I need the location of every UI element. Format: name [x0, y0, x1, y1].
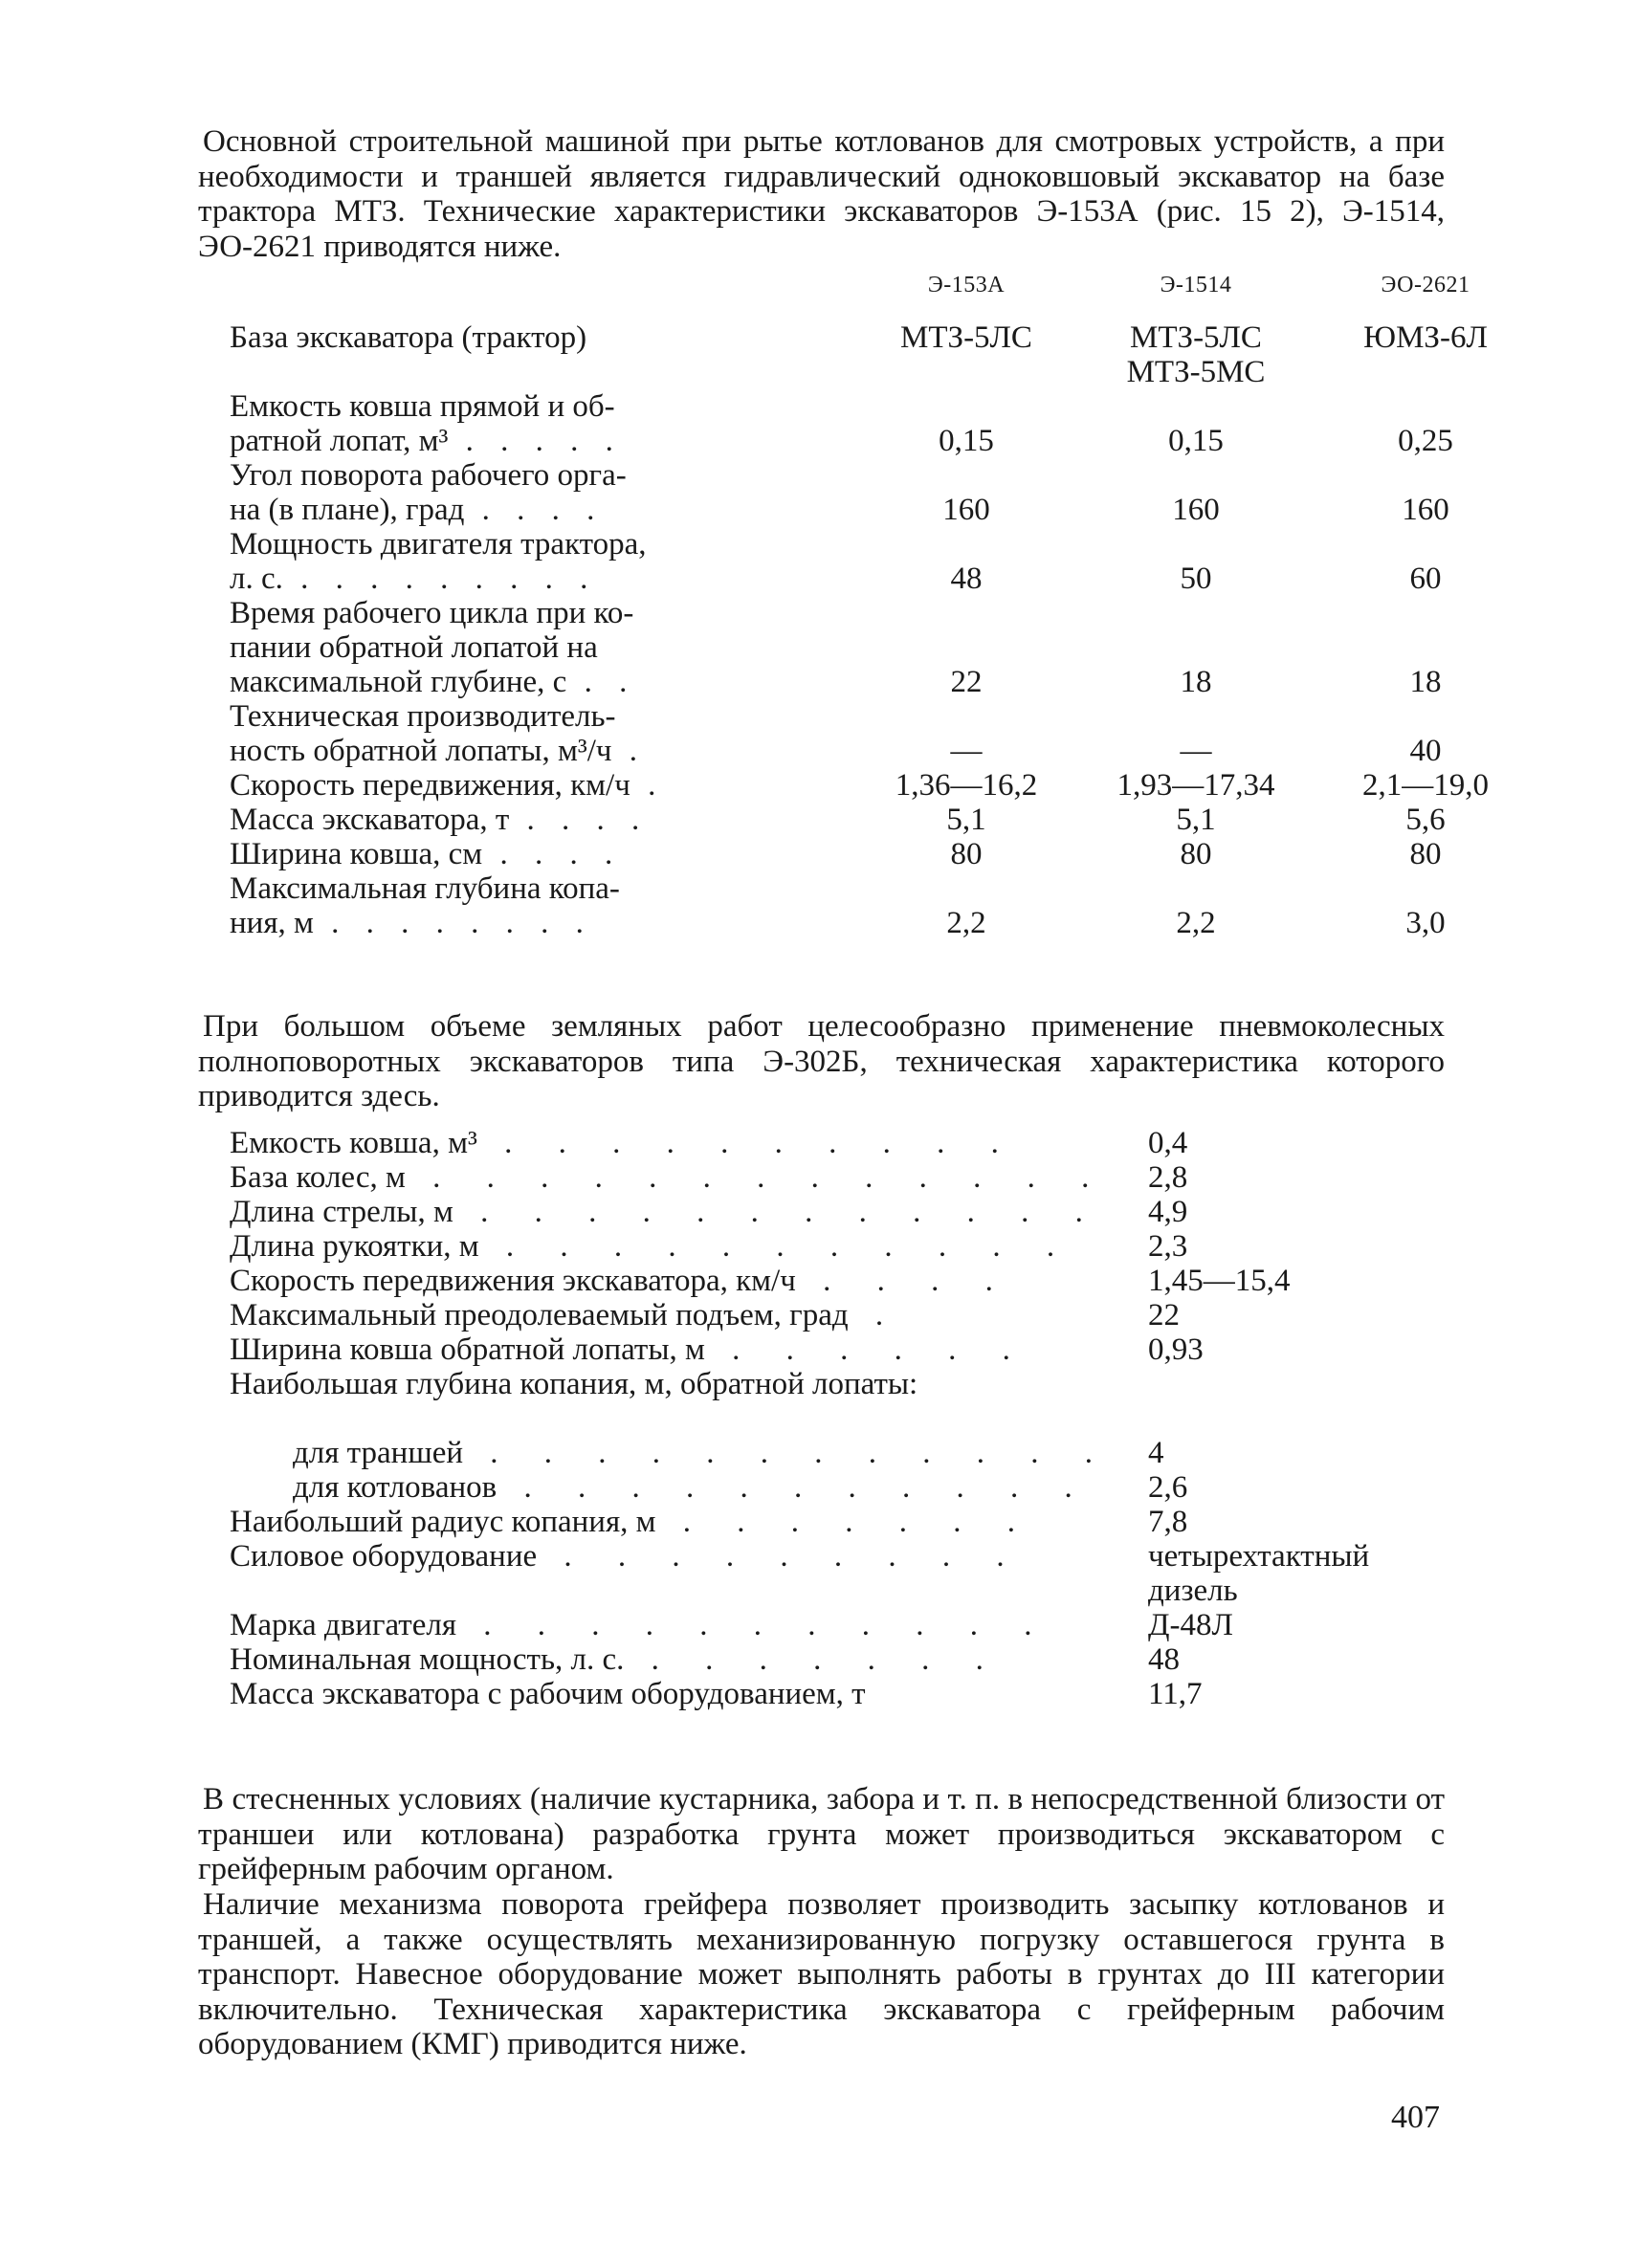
row-label: Длина рукоятки, м . . . . . . . . . . .: [230, 1229, 1074, 1264]
row-value: четырехтактный дизель: [1148, 1539, 1370, 1608]
row-label: Номинальная мощность, л. с. . . . . . . .: [230, 1642, 1003, 1677]
cell-value: —: [950, 734, 983, 768]
row-value: 2,8: [1148, 1160, 1188, 1195]
row-value: 48: [1148, 1642, 1180, 1677]
row-label: Наибольший радиус копания, м . . . . . . .: [230, 1505, 1035, 1539]
row-value: 0,4: [1148, 1126, 1188, 1160]
cell-value: 0,15: [939, 424, 994, 458]
cell-value: 5,1: [946, 803, 986, 837]
cell-value: 80: [1180, 837, 1212, 871]
cell-value: 3,0: [1405, 906, 1446, 940]
cell-value: 60: [1409, 561, 1442, 596]
cell-value: 160: [1402, 493, 1449, 527]
row-label: Угол поворота рабочего орга- на (в плане), град . . . .: [230, 458, 627, 527]
cell-value: 40: [1409, 734, 1442, 768]
row-label: База колес, м . . . . . . . . . . . . .: [230, 1160, 1109, 1195]
cell-value: 18: [1409, 665, 1442, 699]
cell-value: ЮМЗ-6Л: [1363, 320, 1488, 355]
cell-value: МТЗ-5ЛС: [900, 320, 1032, 355]
row-label: Техническая производитель- ность обратной лопаты, м³/ч .: [230, 699, 647, 768]
row-label: Ширина ковша, см . . . .: [230, 837, 623, 871]
cell-value: 18: [1180, 665, 1212, 699]
row-value: Д-48Л: [1148, 1608, 1233, 1642]
page-number: 407: [1391, 2100, 1440, 2135]
cell-value: 50: [1180, 561, 1212, 596]
cell-value: 80: [1409, 837, 1442, 871]
row-value: 1,45—15,4: [1148, 1264, 1291, 1298]
third-paragraph: [198, 1782, 1445, 1887]
row-value: 4: [1148, 1436, 1164, 1470]
cell-value: 2,2: [1176, 906, 1216, 940]
cell-value: МТЗ-5ЛС МТЗ-5МС: [1126, 320, 1266, 389]
paragraph-text: При большом объеме земляных работ целесообразно применение пневмоколесных полноповоротных экскаваторов типа Э-302Б, техническая характеристика которого приводится здесь.: [198, 1009, 1445, 1113]
cell-value: 160: [1172, 493, 1220, 527]
cell-value: 2,2: [946, 906, 986, 940]
row-value: 2,6: [1148, 1470, 1188, 1505]
cell-value: 1,36—16,2: [895, 768, 1038, 803]
row-label: для траншей . . . . . . . . . . . .: [293, 1436, 1113, 1470]
row-label: для котлованов . . . . . . . . . . .: [293, 1470, 1092, 1505]
row-value: 4,9: [1148, 1195, 1188, 1229]
row-label: Масса экскаватора, т . . . .: [230, 803, 650, 837]
column-header: Э-1514: [1160, 273, 1232, 297]
paragraph-text: В стесненных условиях (наличие кустарника, забора и т. п. в непосредственной близости от траншеи или котлована) разработка грунта может производиться экскаватором с грейферным рабочим органом.: [198, 1782, 1445, 1886]
cell-value: 80: [950, 837, 983, 871]
row-label: Силовое оборудование . . . . . . . . .: [230, 1539, 1024, 1574]
row-label: Ширина ковша обратной лопаты, м . . . . . .: [230, 1332, 1029, 1367]
cell-value: 0,15: [1168, 424, 1224, 458]
row-value: 2,3: [1148, 1229, 1188, 1264]
row-label: Скорость передвижения экскаватора, км/ч . . . .: [230, 1264, 1012, 1298]
paragraph-text: Наличие механизма поворота грейфера позволяет производить засыпку котлованов и траншей, а также осуществлять механизированную погрузку оставшегося грунта в транспорт. Навесное оборудование может выполнять работы в грунтах до III категории включительно. Техническая характеристика экскаватора с грейферным рабочим оборудованием (КМГ) приводится ниже.: [198, 1887, 1445, 2061]
row-label: База экскаватора (трактор): [230, 320, 587, 355]
fourth-paragraph: [198, 1887, 1445, 2062]
cell-value: 2,1—19,0: [1362, 768, 1489, 803]
row-value: 22: [1148, 1298, 1180, 1332]
second-paragraph: [198, 1009, 1445, 1114]
cell-value: 1,93—17,34: [1116, 768, 1275, 803]
row-label: Скорость передвижения, км/ч .: [230, 768, 666, 803]
row-label: Масса экскаватора с рабочим оборудованием, т: [230, 1677, 866, 1711]
row-label: Максимальный преодолеваемый подъем, град .: [230, 1298, 903, 1332]
cell-value: 22: [950, 665, 983, 699]
row-label: Емкость ковша, м³ . . . . . . . . . .: [230, 1126, 1018, 1160]
row-label: Наибольшая глубина копания, м, обратной лопаты:: [230, 1367, 918, 1401]
cell-value: —: [1180, 734, 1212, 768]
row-label: Емкость ковша прямой и об- ратной лопат, м³ . . . . .: [230, 389, 623, 458]
row-value: 11,7: [1148, 1677, 1203, 1711]
cell-value: 5,6: [1405, 803, 1446, 837]
row-label: Длина стрелы, м . . . . . . . . . . . .: [230, 1195, 1102, 1229]
cell-value: 160: [942, 493, 990, 527]
row-value: 7,8: [1148, 1505, 1188, 1539]
cell-value: 48: [950, 561, 983, 596]
row-label: Время рабочего цикла при ко- пании обратной лопатой на максимальной глубине, с . .: [230, 596, 637, 699]
row-value: 0,93: [1148, 1332, 1204, 1367]
column-header: ЭО-2621: [1381, 273, 1470, 297]
column-header: Э-153А: [927, 273, 1006, 297]
cell-value: 0,25: [1398, 424, 1453, 458]
row-label: Мощность двигателя трактора, л. с. . . . . . . . . .: [230, 527, 647, 596]
intro-paragraph: [198, 124, 1445, 264]
row-label: Марка двигателя . . . . . . . . . . .: [230, 1608, 1051, 1642]
row-label: Максимальная глубина копа- ния, м . . . . . . . .: [230, 871, 620, 940]
paragraph-text: Основной строительной машиной при рытье котлованов для смотровых устройств, а при необходимости и траншей является гидравлический одноковшовый экскаватор на базе трактора МТЗ. Технические характеристики экскаваторов Э-153А (рис. 15 2), Э-1514, ЭО-2621 приводятся ниже.: [198, 124, 1445, 264]
cell-value: 5,1: [1176, 803, 1216, 837]
